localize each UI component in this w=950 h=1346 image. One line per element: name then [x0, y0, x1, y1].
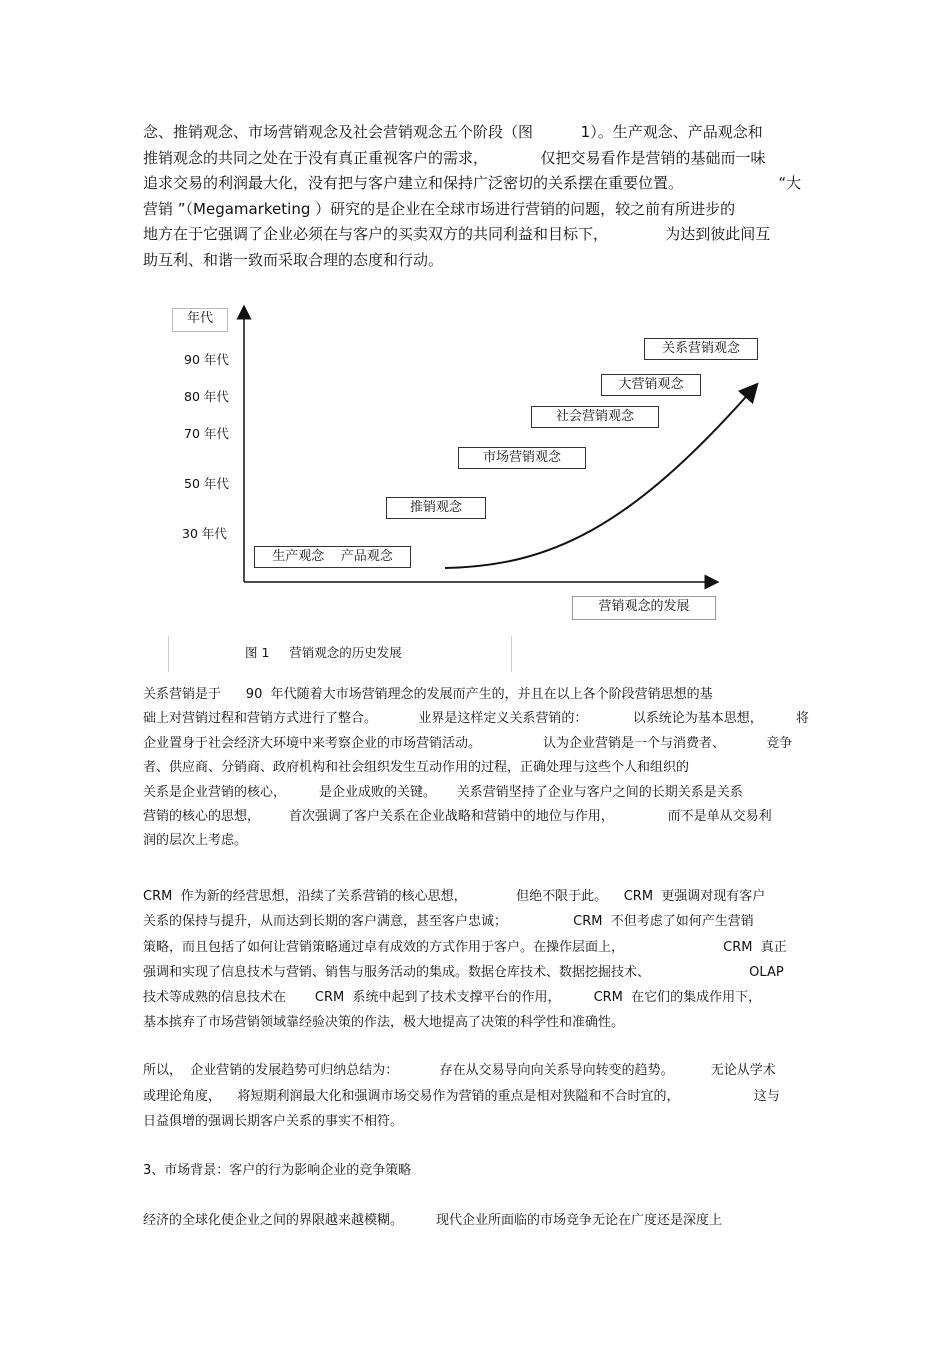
box-mega-marketing: 大营销观念	[601, 374, 701, 396]
y-label-90s: 90 年代	[184, 352, 229, 367]
figure-caption: 图 1 营销观念的历史发展	[245, 645, 402, 660]
text-line: 础上对营销过程和营销方式进行了整合。 业界是这样定义关系营销的： 以系统论为基本思想， 将	[143, 711, 809, 727]
y-label-70s: 70 年代	[184, 426, 229, 441]
y-label-50s: 50 年代	[184, 476, 229, 491]
y-label-30s: 30 年代	[182, 526, 227, 541]
text-line: 追求交易的利润最大化，没有把与客户建立和保持广泛密切的关系摆在重要位置。 “大	[143, 174, 802, 192]
text-line: 者、供应商、分销商、政府机构和社会组织发生互动作用的过程，正确处理与这些个人和组织的	[143, 760, 690, 776]
text-line: 润的层次上考虑。	[143, 833, 248, 849]
box-social-marketing: 社会营销观念	[531, 406, 659, 428]
paragraph-globalization	[143, 1210, 808, 1232]
marketing-concepts-figure	[160, 298, 740, 678]
text-line: 或理论角度， 将短期利润最大化和强调市场交易作为营销的重点是相对狭隘和不合时宜的， 这与	[143, 1088, 780, 1104]
text-line: 强调和实现了信息技术与营销、销售与服务活动的集成。数据仓库技术、数据挖掘技术、 OLAP	[143, 964, 784, 980]
y-label-80s: 80 年代	[184, 389, 229, 404]
text-line: 推销观念的共同之处在于没有真正重视客户的需求， 仅把交易看作是营销的基础而一味	[143, 148, 766, 167]
text-line: 念、推销观念、市场营销观念及社会营销观念五个阶段（图 1）。生产观念、产品观念和	[143, 123, 763, 141]
text-line: 日益俱增的强调长期客户关系的事实不相符。	[143, 1114, 404, 1129]
text-line: 所以， 企业营销的发展趋势可归纳总结为： 存在从交易导向向关系导向转变的趋势。 无论从学术	[143, 1063, 776, 1078]
text-line: 关系营销是于 90 年代随着大市场营销理念的发展而产生的，并且在以上各个阶段营销思想的基	[143, 687, 713, 702]
box-relationship-marketing: 关系营销观念	[644, 338, 758, 360]
text-line: 助互利、和谐一致而采取合理的态度和行动。	[143, 250, 444, 269]
text-line: CRM 作为新的经营思想，沿续了关系营销的核心思想， 但绝不限于此。 CRM 更强调对现有客户	[143, 889, 766, 904]
text-line: 关系是企业营销的核心， 是企业成败的关键。 关系营销坚持了企业与客户之间的长期关系是关系	[143, 784, 743, 800]
text-line: 企业置身于社会经济大环境中来考察企业的市场营销活动。 认为企业营销是一个与消费者、 竞争	[143, 735, 793, 751]
text-line: 地方在于它强调了企业必须在与客户的买卖双方的共同利益和目标下， 为达到彼此间互	[143, 225, 771, 243]
paragraph-marketing-concepts	[143, 120, 808, 273]
y-axis-header: 年代	[172, 308, 228, 332]
text-line: 基本摈弃了市场营销领域靠经验决策的作法，极大地提高了决策的科学性和准确性。	[143, 1015, 625, 1031]
text-line: 技术等成熟的信息技术在 CRM 系统中起到了技术支撑平台的作用， CRM 在它们的集成作用下，	[143, 990, 762, 1006]
paragraph-relationship-marketing	[143, 683, 808, 854]
text-line: 经济的全球化使企业之间的界限越来越模糊。 现代企业所面临的市场竞争无论在广度还是深度上	[143, 1213, 723, 1228]
box-market-marketing: 市场营销观念	[458, 447, 586, 469]
paragraph-trend	[143, 1058, 808, 1135]
heading-text: 3、市场背景：客户的行为影响企业的竞争策略	[143, 1163, 412, 1178]
section-heading	[143, 1160, 808, 1182]
text-line: 策略，而且包括了如何让营销策略通过卓有成效的方式作用于客户。在操作层面上， CRM 真正	[143, 939, 787, 955]
text-line: 营销的核心的思想， 首次强调了客户关系在企业战略和营销中的地位与作用， 而不是单从交易利	[143, 809, 772, 825]
box-selling: 推销观念	[386, 497, 486, 519]
text-line: 营销 ”（Megamarketing ）研究的是企业在全球市场进行营销的问题，较之前有所进步的	[143, 199, 736, 218]
text-line: 关系的保持与提升，从而达到长期的客户满意，甚至客户忠诚； CRM 不但考虑了如何产生营销	[143, 914, 754, 930]
paragraph-crm	[143, 884, 808, 1036]
x-axis-label: 营销观念的发展	[572, 596, 716, 620]
box-production-product: 生产观念 产品观念	[254, 546, 411, 568]
